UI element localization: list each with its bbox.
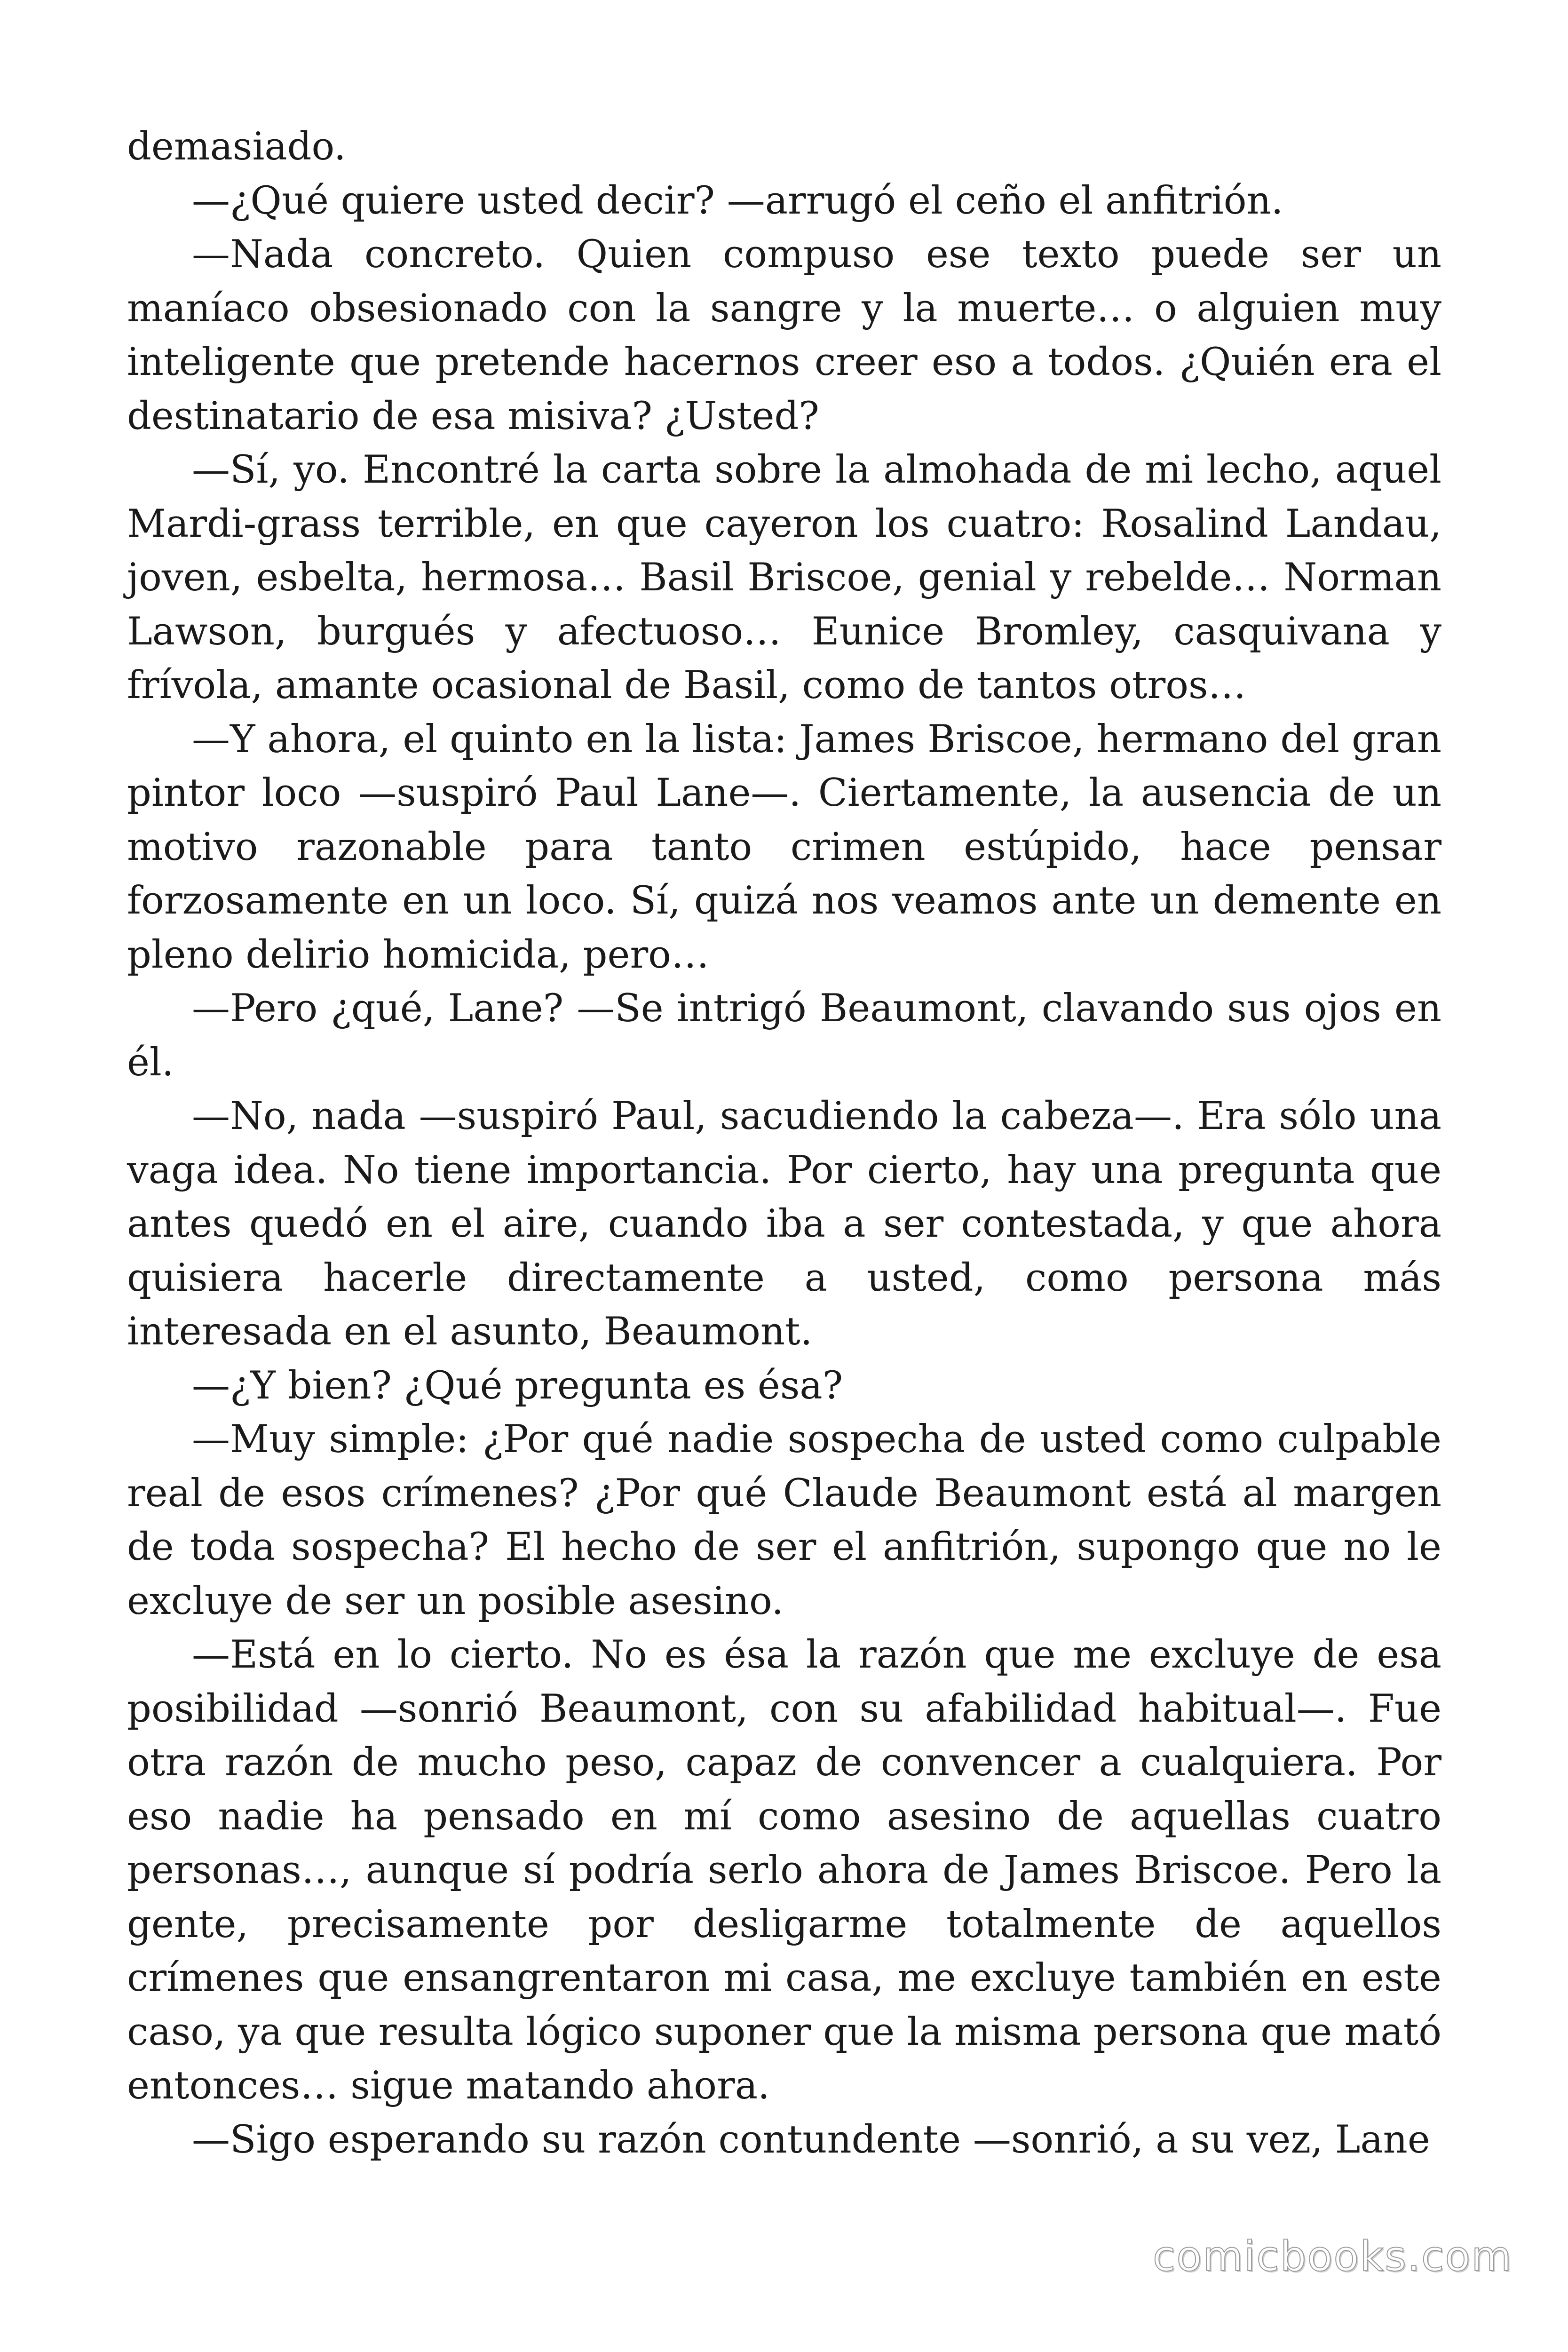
watermark: comicbooks.com [1152,2232,1513,2280]
paragraph: —Muy simple: ¿Por qué nadie sospecha de usted como culpable real de esos crímenes? ¿Por qué Claude Beaumont está al margen de toda sospecha? El hecho de ser el anfitrión, supongo que no le excluye de ser un posible asesino. [127,1417,1441,1623]
paragraph: —Y ahora, el quinto en la lista: James Briscoe, hermano del gran pintor loco —suspiró Paul Lane—. Ciertamente, la ausencia de un motivo razonable para tanto crimen estúpido, hace pensar forzosamente en un loco. Sí, quizá nos veamos ante un demente en pleno delirio homicida, pero… [127,717,1441,977]
paragraph: —Está en lo cierto. No es ésa la razón que me excluye de esa posibilidad —sonrió Beaumont, con su afabilidad habitual—. Fue otra razón de mucho peso, capaz de convencer a cualquiera. Por eso nadie ha pensado en mí como asesino de aquellas cuatro personas…, aunque sí podría serlo ahora de James Briscoe. Pero la gente, precisamente por desligarme totalmente de aquellos crímenes que ensangrentaron mi casa, me excluye también en este caso, ya que resulta lógico suponer que la misma persona que mató entonces… sigue matando ahora. [127,1633,1441,2108]
paragraph: —Pero ¿qué, Lane? —Se intrigó Beaumont, clavando sus ojos en él. [127,986,1441,1085]
paragraph: —No, nada —suspiró Paul, sacudiendo la cabeza—. Era sólo una vaga idea. No tiene importancia. Por cierto, hay una pregunta que antes quedó en el aire, cuando iba a ser contestada, y que ahora quisiera hacerle directamente a usted, como persona más interesada en el asunto, Beaumont. [127,1094,1441,1354]
paragraph: —¿Qué quiere usted decir? —arrugó el ceño el anfitrión. [192,178,1283,223]
paragraph: —¿Y bien? ¿Qué pregunta es ésa? [192,1363,843,1408]
page-body [127,120,1441,2167]
paragraph: —Nada concreto. Quien compuso ese texto puede ser un maníaco obsesionado con la sangre y la muerte… o alguien muy inteligente que pretende hacernos creer eso a todos. ¿Quién era el destinatario de esa misiva? ¿Usted? [127,232,1441,438]
paragraph: —Sigo esperando su razón contundente —sonrió, a su vez, Lane [192,2117,1430,2162]
paragraph: demasiado. [127,125,346,169]
paragraph: —Sí, yo. Encontré la carta sobre la almohada de mi lecho, aquel Mardi-grass terrible, en que cayeron los cuatro: Rosalind Landau, joven, esbelta, hermosa… Basil Briscoe, genial y rebelde… Norman Lawson, burgués y afectuoso… Eunice Bromley, casquivana y frívola, amante ocasional de Basil, como de tantos otros… [127,448,1441,707]
